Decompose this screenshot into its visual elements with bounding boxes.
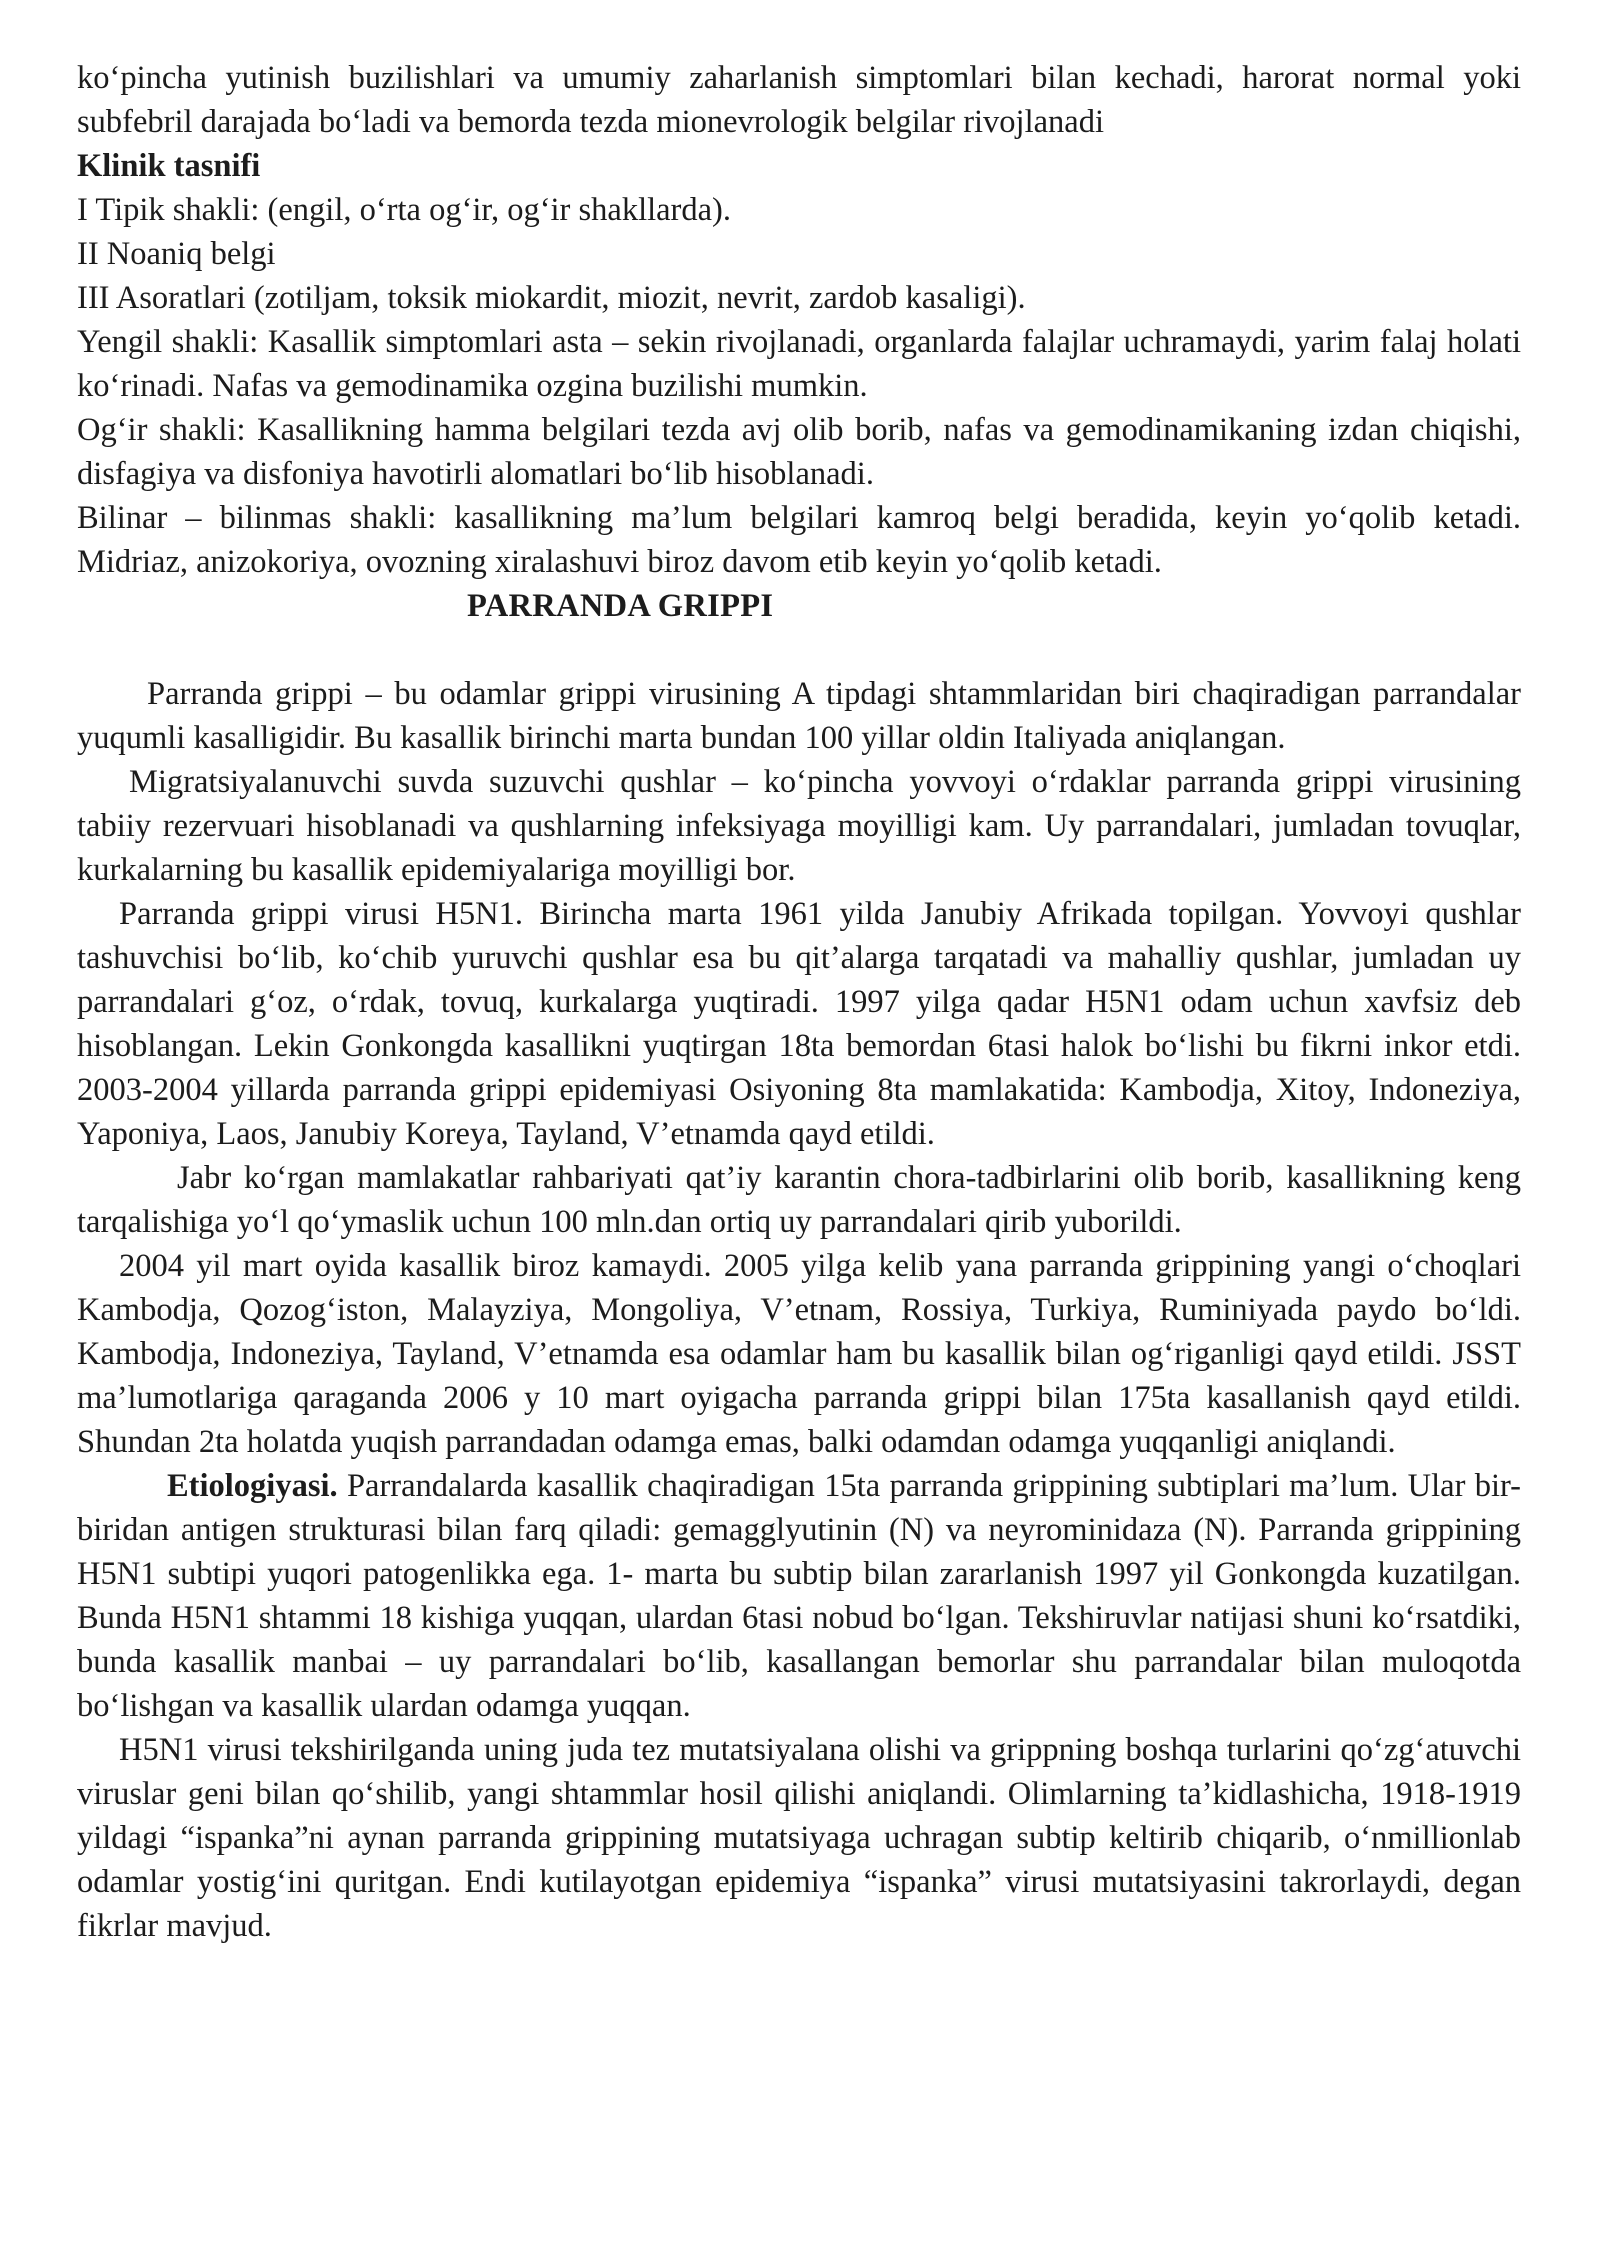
body-paragraph: Parranda grippi – bu odamlar grippi virusining A tipdagi shtammlaridan biri chaqiradigan parrandalar yuqumli kasalligidir. Bu kasallik birinchi marta bundan 100 yillar oldin Italiyada aniqlangan. — [77, 676, 1521, 756]
form-mild-paragraph: Yengil shakli: Kasallik simptomlari asta – sekin rivojlanadi, organlarda falajlar uchramaydi, yarim falaj holati ko‘rinadi. Nafas va gemodinamika ozgina buzilishi mumkin. — [77, 324, 1521, 404]
form-subtle-paragraph: Bilinar – bilinmas shakli: kasallikning ma’lum belgilari kamroq belgi beradida, keyin yo‘qolib ketadi. Midriaz, anizokoriya, ovozning xiralashuvi biroz davom etib keyin yo‘qolib ketadi. — [77, 500, 1521, 580]
etiology-label: Etiologiyasi. — [167, 1468, 338, 1504]
document-page — [77, 56, 1521, 1948]
classification-heading: Klinik tasnifi — [77, 148, 261, 184]
body-paragraph: Migratsiyalanuvchi suvda suzuvchi qushlar – ko‘pincha yovvoyi o‘rdaklar parranda grippi virusining tabiiy rezervuari hisoblanadi va qushlarning infeksiyaga moyilligi kam. Uy parrandalari, jumladan tovuqlar, kurkalarning bu kasallik epidemiyalariga moyilligi bor. — [77, 764, 1521, 888]
form-severe-paragraph: Og‘ir shakli: Kasallikning hamma belgilari tezda avj olib borib, nafas va gemodinamikaning izdan chiqishi, disfagiya va disfoniya havotirli alomatlari bo‘lib hisoblanadi. — [77, 412, 1521, 492]
intro-paragraph: ko‘pincha yutinish buzilishlari va umumiy zaharlanish simptomlari bilan kechadi, harorat normal yoki subfebril darajada bo‘ladi va bemorda tezda mionevrologik belgilar rivojlanadi — [77, 60, 1521, 140]
body-paragraph: 2004 yil mart oyida kasallik biroz kamaydi. 2005 yilga kelib yana parranda grippining yangi o‘choqlari Kambodja, Qozog‘iston, Malayziya, Mongoliya, V’etnam, Rossiya, Turkiya, Ruminiyada paydo bo‘ldi. Kambodja, Indoneziya, Tayland, V’etnamda esa odamlar ham bu kasallik bilan og‘riganligi qayd etildi. JSST ma’lumotlariga qaraganda 2006 y 10 mart oyigacha parranda grippi bilan 175ta kasallanish qayd etildi. Shundan 2ta holatda yuqish parrandadan odamga emas, balki odamdan odamga yuqqanligi aniqlandi. — [77, 1248, 1521, 1460]
section-title: PARRANDA GRIPPI — [467, 588, 774, 624]
classification-item: III Asoratlari (zotiljam, toksik miokardit, miozit, nevrit, zardob kasaligi). — [77, 280, 1026, 316]
etiology-text: Parrandalarda kasallik chaqiradigan 15ta parranda grippining subtiplari ma’lum. Ular bir-biridan antigen strukturasi bilan farq qiladi: gemagglyutinin (N) va neyrominidaza (N). Parranda grippining H5N1 subtipi yuqori patogenlikka ega. 1- marta bu subtip bilan zararlanish 1997 yil Gonkongda kuzatilgan. Bunda H5N1 shtammi 18 kishiga yuqqan, ulardan 6tasi nobud bo‘lgan. Tekshiruvlar natijasi shuni ko‘rsatdiki, bunda kasallik manbai – uy parrandalari bo‘lib, kasallangan bemorlar shu parrandalar bilan muloqotda bo‘lishgan va kasallik ulardan odamga yuqqan. — [77, 1468, 1521, 1724]
etiology-paragraph — [77, 1464, 1521, 1728]
classification-item: I Tipik shakli: (engil, o‘rta og‘ir, og‘ir shakllarda). — [77, 192, 731, 228]
body-paragraph: Jabr ko‘rgan mamlakatlar rahbariyati qat’iy karantin chora-tadbirlarini olib borib, kasallikning keng tarqalishiga yo‘l qo‘ymaslik uchun 100 mln.dan ortiq uy parrandalari qirib yuborildi. — [77, 1160, 1521, 1240]
classification-item: II Noaniq belgi — [77, 236, 276, 272]
spacer — [77, 628, 1521, 672]
body-paragraph: Parranda grippi virusi H5N1. Birincha marta 1961 yilda Janubiy Afrikada topilgan. Yovvoyi qushlar tashuvchisi bo‘lib, ko‘chib yuruvchi qushlar esa bu qit’alarga tarqatadi va mahalliy qushlar, jumladan uy parrandalari g‘oz, o‘rdak, tovuq, kurkalarga yuqtiradi. 1997 yilga qadar H5N1 odam uchun xavfsiz deb hisoblangan. Lekin Gonkongda kasallikni yuqtirgan 18ta bemordan 6tasi halok bo‘lishi bu fikrni inkor etdi. 2003-2004 yillarda parranda grippi epidemiyasi Osiyoning 8ta mamlakatida: Kambodja, Xitoy, Indoneziya, Yaponiya, Laos, Janubiy Koreya, Tayland, V’etnamda qayd etildi. — [77, 896, 1521, 1152]
final-paragraph: H5N1 virusi tekshirilganda uning juda tez mutatsiyalana olishi va grippning boshqa turlarini qo‘zg‘atuvchi viruslar geni bilan qo‘shilib, yangi shtammlar hosil qilishi aniqlandi. Olimlarning ta’kidlashicha, 1918-1919 yildagi “ispanka”ni aynan parranda grippining mutatsiyaga uchragan subtip keltirib chiqarib, o‘nmillionlab odamlar yostig‘ini quritgan. Endi kutilayotgan epidemiya “ispanka” virusi mutatsiyasini takrorlaydi, degan fikrlar mavjud. — [77, 1732, 1521, 1944]
